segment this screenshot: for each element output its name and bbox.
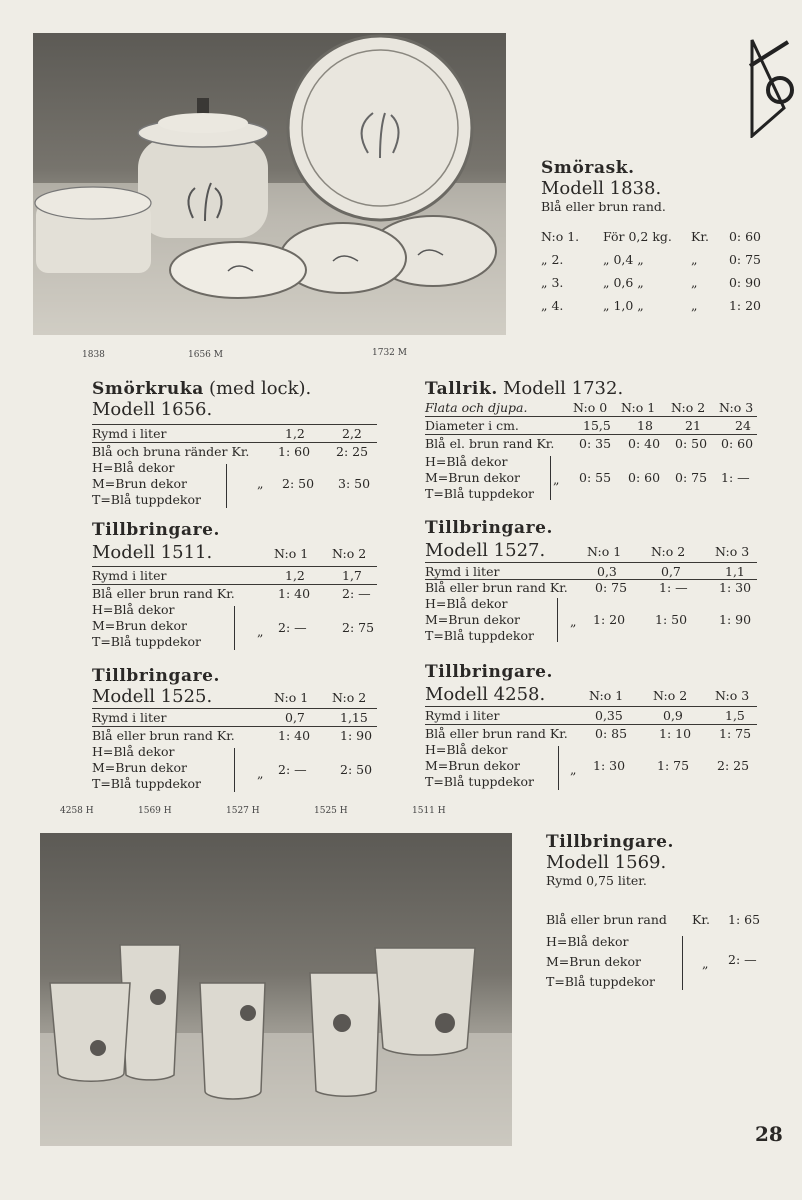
dekor-list: H=Blå dekor M=Brun dekor T=Blå tuppdekor — [92, 602, 201, 649]
tallrik-title: Tallrik. — [425, 379, 498, 399]
smorkruka-section: Smörkruka (med lock). Modell 1656. Rymd i liter 1,2 2,2 Blå och bruna ränder Kr. 1: 60 2: 25 H=Blå dekor M=Brun dekor T=Blå tuppdekor „ 2: 50 3: 50 — [92, 378, 377, 513]
smorask-subtitle: Blå eller brun rand. — [541, 199, 666, 214]
tillbringare-1569-section: Tillbringare. Modell 1569. Rymd 0,75 liter. Blå eller brun rand Kr. 1: 65 H=Blå dekor M=Brun dekor T=Blå tuppdekor „ 2: — — [546, 832, 766, 992]
photo-caption: 4258 H — [60, 806, 94, 816]
dekor-list: H=Blå dekor M=Brun dekor T=Blå tuppdekor — [546, 934, 655, 989]
pitchers-illustration — [40, 833, 512, 1146]
t1569-model: Modell 1569. — [546, 852, 667, 873]
photo-caption: 1838 — [82, 350, 105, 360]
t1569-title: Tillbringare. — [546, 832, 675, 852]
t4258-model: Modell 4258. — [425, 684, 546, 705]
brace — [228, 748, 235, 792]
page-number: 28 — [755, 1122, 783, 1146]
photo-caption: 1656 M — [188, 350, 223, 360]
top-photo — [33, 33, 506, 335]
t1525-title: Tillbringare. — [92, 666, 221, 686]
photo-caption: 1569 H — [138, 806, 172, 816]
t1527-model: Modell 1527. — [425, 540, 546, 561]
dekor-list: H=Blå dekor M=Brun dekor T=Blå tuppdekor — [92, 744, 201, 791]
smorask-model: Modell 1838. — [541, 178, 662, 199]
t1525-model: Modell 1525. — [92, 686, 213, 707]
t4258-title: Tillbringare. — [425, 662, 554, 682]
brace — [553, 598, 558, 642]
tillbringare-1511-section: Tillbringare. Modell 1511. N:o 1 N:o 2 Rymd i liter 1,2 1,7 Blå eller brun rand Kr. 1: 40 2: — H=Blå dekor M=Brun dekor T=Blå tuppdekor „ 2: — 2: 75 — [92, 520, 377, 655]
smorask-table: N:o 1. För 0,2 kg. Kr. 0: 60 „ 2. „ 0,4 „ „ 0: 75 „ 3. „ 0,6 „ „ 0: 90 „ 4. „ 1,0 „ „ 1: 20 — [541, 229, 761, 313]
tallrik-section: Tallrik. Modell 1732. Flata och djupa. N:o 0 N:o 1 N:o 2 N:o 3 Diameter i cm. 15,5 18 21 24 Blå el. brun rand Kr. 0: 35 0: 40 0: 50 0: 60 H=Blå dekor M=Brun dekor T=Blå tuppdekor „ 0: 55 0: 60 0: 75 1: — — [425, 378, 757, 503]
t1511-title: Tillbringare. — [92, 520, 221, 540]
smorkruka-title-extra: (med lock). — [208, 378, 312, 399]
tillbringare-1527-section: Tillbringare. Modell 1527. N:o 1 N:o 2 N:o 3 Rymd i liter 0,3 0,7 1,1 Blå eller brun rand Kr. 0: 75 1: — 1: 30 H=Blå dekor M=Brun dekor T=Blå tuppdekor „ 1: 20 1: 50 1: 90 — [425, 518, 757, 653]
brace — [228, 606, 235, 650]
photo-caption: 1732 M — [372, 348, 407, 358]
tableware-illustration — [33, 33, 506, 335]
smorkruka-model: Modell 1656. — [92, 399, 213, 420]
smorkruka-title: Smörkruka — [92, 379, 204, 399]
tillbringare-4258-section: Tillbringare. Modell 4258. N:o 1 N:o 2 N:o 3 Rymd i liter 0,35 0,9 1,5 Blå eller brun rand Kr. 0: 85 1: 10 1: 75 H=Blå dekor M=Brun dekor T=Blå tuppdekor „ 1: 30 1: 75 2: 25 — [425, 662, 757, 797]
brace — [553, 746, 559, 790]
t1569-rymd: Rymd 0,75 liter. — [546, 873, 647, 888]
dekor-list: H=Blå dekor M=Brun dekor T=Blå tuppdekor — [425, 742, 534, 789]
photo-caption: 1527 H — [226, 806, 260, 816]
bottom-photo — [40, 833, 512, 1146]
dekor-list: H=Blå dekor M=Brun dekor T=Blå tuppdekor — [425, 596, 534, 643]
tillbringare-1525-section: Tillbringare. Modell 1525. N:o 1 N:o 2 Rymd i liter 0,7 1,15 Blå eller brun rand Kr. 1: 40 1: 90 H=Blå dekor M=Brun dekor T=Blå tuppdekor „ 2: — 2: 50 — [92, 666, 377, 801]
brace — [545, 456, 551, 500]
t1511-model: Modell 1511. — [92, 542, 213, 563]
photo-caption: 1511 H — [412, 806, 446, 816]
ko-logo — [748, 38, 798, 138]
smorask-title: Smörask. — [541, 158, 635, 178]
brace — [220, 464, 227, 508]
tallrik-model: Modell 1732. — [502, 378, 624, 399]
t1527-title: Tillbringare. — [425, 518, 554, 538]
dekor-list: H=Blå dekor M=Brun dekor T=Blå tuppdekor — [425, 454, 534, 501]
photo-caption: 1525 H — [314, 806, 348, 816]
brace — [676, 936, 683, 990]
dekor-list: H=Blå dekor M=Brun dekor T=Blå tuppdekor — [92, 460, 201, 507]
smorask-section — [541, 158, 761, 328]
